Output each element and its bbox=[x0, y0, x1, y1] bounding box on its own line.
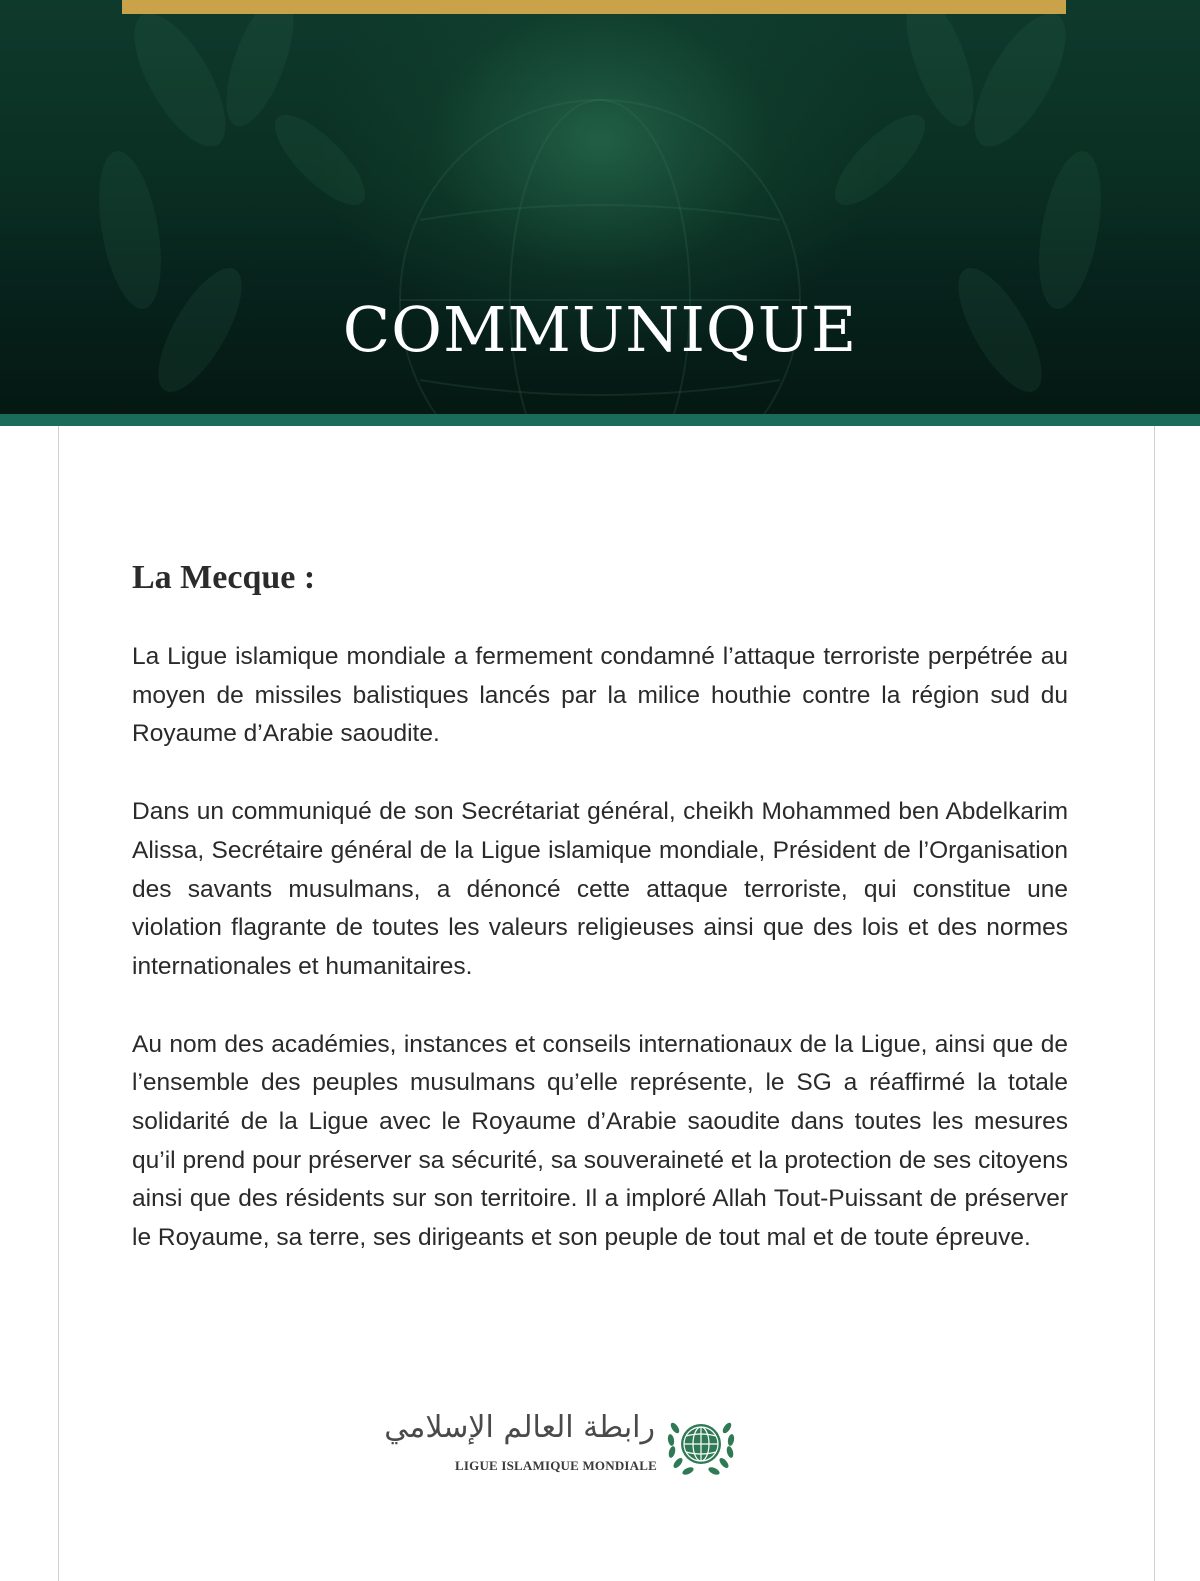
frame-border-left bbox=[58, 426, 59, 1581]
paragraph-2: Dans un communiqué de son Secrétariat général, cheikh Mohammed ben Abdelkarim Alissa, Secrétaire général de la Ligue islamique mondiale, Président de l’Organisation des savants musulmans, a dénoncé cette attaque terroriste, qui constitue une violation flagrante de toutes les valeurs religieuses ainsi que des lois et des normes internationales et humanitaires. bbox=[132, 798, 1068, 980]
frame-border-right bbox=[1154, 426, 1155, 1581]
gold-accent-bar bbox=[122, 0, 1066, 14]
logo-latin-name: LIGUE ISLAMIQUE MONDIALE bbox=[455, 1458, 657, 1473]
page-title: COMMUNIQUE bbox=[342, 293, 858, 366]
paragraph-3: Au nom des académies, instances et conseils internationaux de la Ligue, ainsi que de l’ensemble des peuples musulmans qu’elle représente, le SG a réaffirmé la totale solidarité de la Ligue avec le Royaume d’Arabie saoudite dans toutes les mesures qu’il prend pour préserver sa sécurité, sa souveraineté et la protection de ses citoyens ainsi que des résidents sur son territoire. Il a imploré Allah Tout-Puissant de préserver le Royaume, sa terre, ses dirigeants et son peuple de tout mal et de toute épreuve. bbox=[132, 1030, 1068, 1252]
dateline-location: La Mecque : bbox=[132, 559, 316, 596]
communique-body bbox=[132, 556, 1068, 1297]
paragraph-1: La Ligue islamique mondiale a fermement condamné l’attaque terroriste perpétrée au moyen de missiles balistiques lancés par la milice houthie contre la région sud du Royaume d’Arabie saoudite. bbox=[132, 643, 1068, 748]
banner-divider bbox=[0, 414, 1200, 426]
organization-logo bbox=[384, 1408, 745, 1488]
header-banner bbox=[0, 0, 1200, 414]
globe-wreath-icon bbox=[665, 1408, 737, 1480]
logo-arabic-name: رابطة العالم الإسلامي bbox=[384, 1410, 655, 1445]
